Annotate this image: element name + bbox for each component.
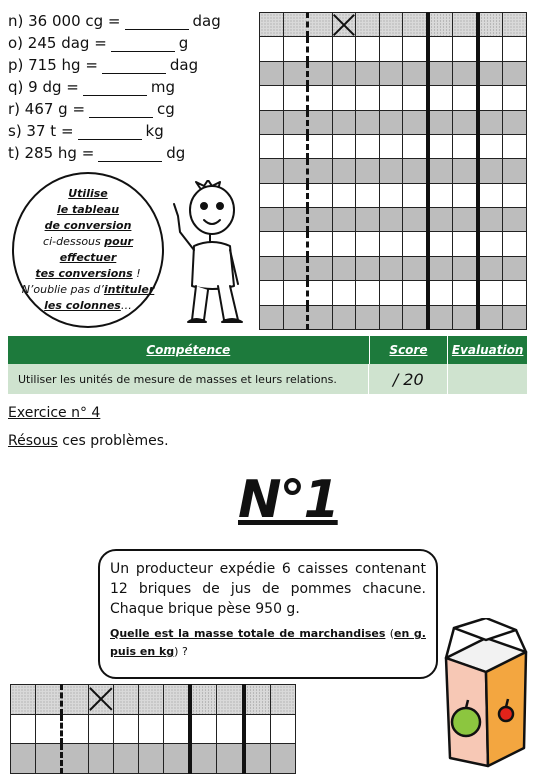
- grid-cell[interactable]: [403, 183, 428, 207]
- conversion-unit: kg: [145, 122, 164, 140]
- grid-cell[interactable]: [453, 159, 478, 183]
- grid-cell[interactable]: [403, 86, 428, 110]
- conversion-line: [8, 144, 248, 164]
- problem-question: [110, 625, 426, 661]
- grid-cell[interactable]: [270, 685, 295, 715]
- conversion-line: [8, 78, 248, 98]
- grid-cell[interactable]: [62, 685, 88, 715]
- grid-cell[interactable]: [503, 13, 527, 37]
- grid-cell[interactable]: [379, 232, 403, 256]
- grid-cell[interactable]: [283, 183, 308, 207]
- answer-blank[interactable]: [83, 81, 147, 96]
- grid-cell[interactable]: [332, 281, 356, 305]
- grid-cell[interactable]: [453, 305, 478, 330]
- grid-cell[interactable]: [308, 159, 333, 183]
- grid-cell[interactable]: [428, 208, 453, 232]
- grid-cell[interactable]: [503, 208, 527, 232]
- grid-cell[interactable]: [113, 685, 138, 715]
- grid-cell[interactable]: [308, 281, 333, 305]
- grid-cell[interactable]: [379, 256, 403, 280]
- grid-cell[interactable]: [164, 744, 191, 774]
- conversion-line: [8, 34, 248, 54]
- instruction-verb: Résous: [8, 433, 58, 449]
- grid-cell[interactable]: [283, 208, 308, 232]
- grid-cell[interactable]: [332, 183, 356, 207]
- conversion-unit: g: [178, 34, 189, 52]
- grid-cell[interactable]: [244, 714, 271, 744]
- grid-cell[interactable]: [283, 256, 308, 280]
- bubble-line: intituler: [103, 283, 155, 296]
- bubble-line: Utilise: [68, 187, 108, 200]
- grid-cell[interactable]: [503, 256, 527, 280]
- grid-cell[interactable]: [283, 61, 308, 85]
- grid-cell[interactable]: [217, 685, 244, 715]
- grid-cell[interactable]: [283, 305, 308, 330]
- grid-cell[interactable]: [453, 61, 478, 85]
- grid-cell[interactable]: [428, 305, 453, 330]
- grid-cell[interactable]: [428, 159, 453, 183]
- crossed-cell: [88, 685, 113, 715]
- bubble-line: N’oublie pas d’: [21, 283, 104, 296]
- grid-cell[interactable]: [379, 13, 403, 37]
- grid-cell[interactable]: [379, 110, 403, 134]
- evaluation-header: Evaluation: [451, 343, 524, 357]
- competence-header-row: [8, 336, 527, 364]
- conversion-label: n) 36 000 cg =: [8, 12, 121, 30]
- crossed-cell: [332, 13, 356, 37]
- grid-cell[interactable]: [379, 159, 403, 183]
- question-tail: (: [385, 627, 395, 640]
- problem-number: N°1: [238, 470, 338, 530]
- grid-cell[interactable]: [356, 305, 380, 330]
- grid-cell[interactable]: [332, 61, 356, 85]
- grid-cell[interactable]: [478, 86, 503, 110]
- grid-cell[interactable]: [379, 86, 403, 110]
- grid-cell[interactable]: [308, 37, 333, 61]
- grid-cell[interactable]: [403, 110, 428, 134]
- conversion-unit: mg: [150, 78, 175, 96]
- question-text: Quelle est la masse totale de marchandises: [110, 627, 386, 640]
- conversion-unit: cg: [157, 100, 175, 118]
- grid-cell[interactable]: [453, 232, 478, 256]
- conversion-table-bottom: [10, 684, 296, 774]
- grid-cell[interactable]: [308, 110, 333, 134]
- grid-cell[interactable]: [356, 232, 380, 256]
- grid-cell[interactable]: [11, 744, 36, 774]
- grid-cell[interactable]: [283, 13, 308, 37]
- grid-cell[interactable]: [356, 134, 380, 158]
- answer-blank[interactable]: [102, 59, 166, 74]
- grid-cell[interactable]: [478, 281, 503, 305]
- grid-cell[interactable]: [283, 134, 308, 158]
- grid-cell[interactable]: [260, 134, 284, 158]
- grid-cell[interactable]: [379, 61, 403, 85]
- grid-cell[interactable]: [478, 208, 503, 232]
- grid-cell[interactable]: [478, 37, 503, 61]
- grid-cell[interactable]: [164, 685, 191, 715]
- grid-cell[interactable]: [88, 744, 113, 774]
- conversion-label: s) 37 t =: [8, 122, 74, 140]
- grid-cell[interactable]: [503, 134, 527, 158]
- grid-cell[interactable]: [403, 208, 428, 232]
- grid-cell[interactable]: [503, 281, 527, 305]
- conversion-line: [8, 100, 248, 120]
- grid-cell[interactable]: [332, 134, 356, 158]
- grid-cell[interactable]: [190, 714, 217, 744]
- bubble-line: !: [132, 267, 141, 280]
- grid-cell[interactable]: [260, 159, 284, 183]
- grid-cell[interactable]: [428, 86, 453, 110]
- grid-cell[interactable]: [332, 110, 356, 134]
- grid-cell[interactable]: [260, 281, 284, 305]
- grid-cell[interactable]: [283, 37, 308, 61]
- grid-cell[interactable]: [503, 232, 527, 256]
- grid-cell[interactable]: [308, 61, 333, 85]
- grid-cell[interactable]: [138, 714, 163, 744]
- grid-cell[interactable]: [403, 281, 428, 305]
- grid-cell[interactable]: [88, 714, 113, 744]
- bubble-text: [14, 186, 162, 314]
- answer-blank[interactable]: [111, 37, 175, 52]
- grid-cell[interactable]: [428, 281, 453, 305]
- exercise-instruction: [8, 433, 169, 449]
- answer-blank[interactable]: [89, 103, 153, 118]
- grid-cell[interactable]: [244, 685, 271, 715]
- answer-blank[interactable]: [78, 125, 142, 140]
- grid-cell[interactable]: [428, 61, 453, 85]
- grid-cell[interactable]: [244, 744, 271, 774]
- grid-cell[interactable]: [453, 281, 478, 305]
- conversion-label: r) 467 g =: [8, 100, 86, 118]
- grid-cell[interactable]: [379, 37, 403, 61]
- grid-cell[interactable]: [308, 183, 333, 207]
- grid-cell[interactable]: [428, 256, 453, 280]
- grid-cell[interactable]: [453, 208, 478, 232]
- grid-cell[interactable]: [138, 685, 163, 715]
- problem-box: [98, 549, 438, 679]
- grid-cell[interactable]: [379, 208, 403, 232]
- score-header: Score: [370, 336, 449, 364]
- competence-text: Utiliser les unités de mesure de masses et leurs relations.: [8, 364, 369, 394]
- answer-blank[interactable]: [98, 147, 162, 162]
- grid-cell[interactable]: [11, 685, 36, 715]
- score-cell[interactable]: / 20: [369, 364, 448, 394]
- competence-row: [8, 364, 527, 394]
- grid-cell[interactable]: [356, 37, 380, 61]
- grid-cell[interactable]: [283, 232, 308, 256]
- bubble-line: de conversion: [44, 219, 132, 232]
- grid-cell[interactable]: [478, 305, 503, 330]
- grid-cell[interactable]: [379, 281, 403, 305]
- grid-cell[interactable]: [356, 183, 380, 207]
- grid-cell[interactable]: [403, 256, 428, 280]
- grid-cell[interactable]: [332, 159, 356, 183]
- grid-cell[interactable]: [379, 134, 403, 158]
- grid-cell[interactable]: [403, 37, 428, 61]
- speech-bubble: [12, 172, 164, 328]
- competence-header: Compétence: [8, 336, 370, 364]
- grid-cell[interactable]: [217, 714, 244, 744]
- grid-cell[interactable]: [283, 159, 308, 183]
- grid-cell[interactable]: [260, 183, 284, 207]
- grid-cell[interactable]: [356, 208, 380, 232]
- grid-cell[interactable]: [332, 232, 356, 256]
- grid-cell[interactable]: [428, 232, 453, 256]
- grid-cell[interactable]: [356, 86, 380, 110]
- instruction-rest: ces problèmes.: [57, 433, 169, 449]
- grid-cell[interactable]: [478, 13, 503, 37]
- conversion-line: [8, 12, 248, 32]
- grid-cell[interactable]: [283, 281, 308, 305]
- grid-cell[interactable]: [36, 685, 62, 715]
- grid-cell[interactable]: [403, 134, 428, 158]
- grid-cell[interactable]: [453, 134, 478, 158]
- grid-cell[interactable]: [356, 159, 380, 183]
- grid-cell[interactable]: [379, 305, 403, 330]
- grid-cell[interactable]: [428, 13, 453, 37]
- grid-cell[interactable]: [308, 208, 333, 232]
- grid-cell[interactable]: [356, 13, 380, 37]
- grid-cell[interactable]: [478, 110, 503, 134]
- grid-cell[interactable]: [428, 37, 453, 61]
- grid-cell[interactable]: [308, 232, 333, 256]
- grid-cell[interactable]: [379, 183, 403, 207]
- grid-cell[interactable]: [478, 183, 503, 207]
- grid-cell[interactable]: [308, 256, 333, 280]
- bubble-line: le tableau: [56, 203, 120, 216]
- bubble-line: les colonnes: [44, 299, 121, 312]
- grid-cell[interactable]: [356, 110, 380, 134]
- conversion-unit: dg: [166, 144, 186, 162]
- question-units: en g. puis en kg: [110, 627, 426, 658]
- grid-cell[interactable]: [62, 744, 88, 774]
- grid-cell[interactable]: [403, 13, 428, 37]
- grid-cell[interactable]: [217, 744, 244, 774]
- grid-cell[interactable]: [113, 744, 138, 774]
- grid-cell[interactable]: [503, 183, 527, 207]
- conversion-unit: dag: [192, 12, 221, 30]
- grid-cell[interactable]: [478, 61, 503, 85]
- grid-cell[interactable]: [453, 86, 478, 110]
- grid-cell[interactable]: [138, 744, 163, 774]
- conversion-label: p) 715 hg =: [8, 56, 98, 74]
- grid-cell[interactable]: [308, 134, 333, 158]
- grid-cell[interactable]: [11, 714, 36, 744]
- grid-cell[interactable]: [270, 744, 295, 774]
- grid-cell[interactable]: [260, 232, 284, 256]
- grid-cell[interactable]: [190, 744, 217, 774]
- grid-cell[interactable]: [428, 183, 453, 207]
- grid-cell[interactable]: [283, 110, 308, 134]
- grid-cell[interactable]: [503, 86, 527, 110]
- grid-cell[interactable]: [428, 134, 453, 158]
- grid-cell[interactable]: [260, 61, 284, 85]
- grid-cell[interactable]: [270, 714, 295, 744]
- grid-cell[interactable]: [478, 134, 503, 158]
- conversion-table-top: [259, 12, 527, 330]
- grid-cell[interactable]: [260, 256, 284, 280]
- conversion-unit: dag: [169, 56, 199, 74]
- grid-cell[interactable]: [332, 86, 356, 110]
- grid-cell[interactable]: [403, 61, 428, 85]
- grid-cell[interactable]: [403, 305, 428, 330]
- juice-carton-illustration: [436, 618, 531, 768]
- grid-cell[interactable]: [453, 256, 478, 280]
- bubble-line: tes conversions: [35, 267, 133, 280]
- grid-cell[interactable]: [403, 159, 428, 183]
- grid-cell[interactable]: [503, 61, 527, 85]
- grid-cell[interactable]: [260, 208, 284, 232]
- bubble-line: pour effectuer: [59, 235, 133, 264]
- grid-cell[interactable]: [453, 13, 478, 37]
- grid-cell[interactable]: [478, 159, 503, 183]
- grid-cell[interactable]: [332, 305, 356, 330]
- evaluation-cell[interactable]: [448, 364, 527, 394]
- bubble-line: ci-dessous: [43, 235, 105, 248]
- conversion-line: [8, 56, 248, 76]
- grid-cell[interactable]: [453, 37, 478, 61]
- conversion-line: [8, 122, 248, 142]
- grid-cell[interactable]: [36, 714, 62, 744]
- grid-cell[interactable]: [260, 13, 284, 37]
- grid-cell[interactable]: [164, 714, 191, 744]
- grid-cell[interactable]: [428, 110, 453, 134]
- grid-cell[interactable]: [332, 208, 356, 232]
- grid-cell[interactable]: [503, 159, 527, 183]
- grid-cell[interactable]: [453, 183, 478, 207]
- grid-cell[interactable]: [308, 305, 333, 330]
- conversion-label: t) 285 hg =: [8, 144, 95, 162]
- grid-cell[interactable]: [356, 61, 380, 85]
- grid-cell[interactable]: [308, 13, 333, 37]
- grid-cell[interactable]: [356, 281, 380, 305]
- grid-cell[interactable]: [503, 110, 527, 134]
- grid-cell[interactable]: [503, 37, 527, 61]
- grid-cell[interactable]: [36, 744, 62, 774]
- grid-cell[interactable]: [190, 685, 217, 715]
- grid-cell[interactable]: [260, 305, 284, 330]
- exercise-title-text: Exercice n° 4: [8, 405, 101, 421]
- grid-cell[interactable]: [356, 256, 380, 280]
- grid-cell[interactable]: [332, 37, 356, 61]
- bubble-line: …: [120, 299, 132, 312]
- grid-cell[interactable]: [478, 232, 503, 256]
- grid-cell[interactable]: [403, 232, 428, 256]
- grid-cell[interactable]: [113, 714, 138, 744]
- grid-cell[interactable]: [260, 86, 284, 110]
- grid-cell[interactable]: [503, 305, 527, 330]
- grid-cell[interactable]: [332, 256, 356, 280]
- problem-text: Un producteur expédie 6 caisses contenant 12 briques de jus de pommes chacune. Chaque brique pèse 950 g.: [110, 561, 426, 617]
- grid-cell[interactable]: [478, 256, 503, 280]
- grid-cell[interactable]: [62, 714, 88, 744]
- competence-table: [8, 336, 527, 394]
- cartoon-boy-illustration: [160, 180, 256, 332]
- grid-cell[interactable]: [308, 86, 333, 110]
- grid-cell[interactable]: [283, 86, 308, 110]
- answer-blank[interactable]: [125, 15, 189, 30]
- exercise-title: [8, 405, 100, 421]
- grid-cell[interactable]: [260, 110, 284, 134]
- question-tail: ) ?: [174, 645, 188, 658]
- grid-cell[interactable]: [453, 110, 478, 134]
- grid-cell[interactable]: [260, 37, 284, 61]
- conversion-label: q) 9 dg =: [8, 78, 79, 96]
- conversion-label: o) 245 dag =: [8, 34, 107, 52]
